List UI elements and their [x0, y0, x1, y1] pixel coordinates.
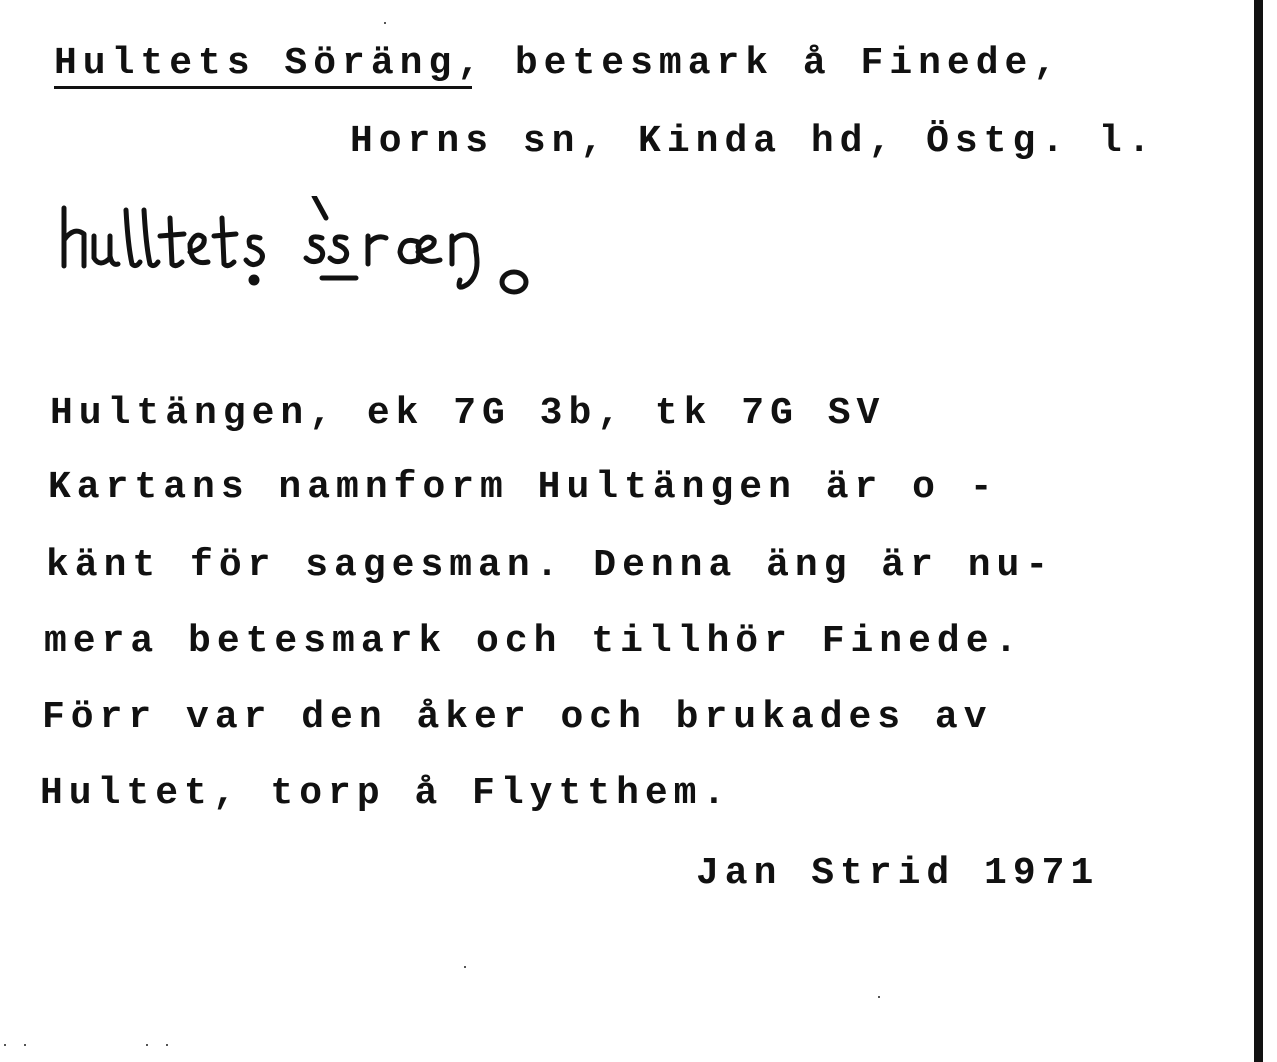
body-line-1: Hultängen, ek 7G 3b, tk 7G SV — [50, 392, 886, 435]
scan-speck — [464, 966, 466, 968]
scan-speck — [4, 1044, 6, 1046]
place-name: Hultets Söräng — [54, 42, 458, 85]
card-header-line-1 — [54, 42, 1062, 86]
body-line-3: känt för sagesman. Denna äng är nu- — [46, 544, 1055, 587]
phonetic-transcription-handwriting — [56, 196, 546, 306]
scan-speck — [878, 996, 880, 998]
scan-speck — [146, 1044, 148, 1046]
body-line-4: mera betesmark och tillhör Finede. — [44, 620, 1024, 663]
place-description: , betesmark å Finede, — [457, 42, 1063, 85]
scan-speck — [24, 1044, 26, 1046]
body-line-5: Förr var den åker och brukades av — [42, 696, 993, 739]
signature: Jan Strid 1971 — [696, 852, 1100, 895]
scan-speck — [166, 1044, 168, 1046]
card-edge-border — [1254, 0, 1263, 1062]
body-line-6: Hultet, torp å Flytthem. — [40, 772, 732, 815]
body-line-2: Kartans namnform Hultängen är o - — [48, 466, 999, 509]
place-name-underline — [54, 86, 472, 89]
scan-speck — [384, 22, 386, 24]
card-header-line-2: Horns sn, Kinda hd, Östg. l. — [350, 120, 1157, 163]
